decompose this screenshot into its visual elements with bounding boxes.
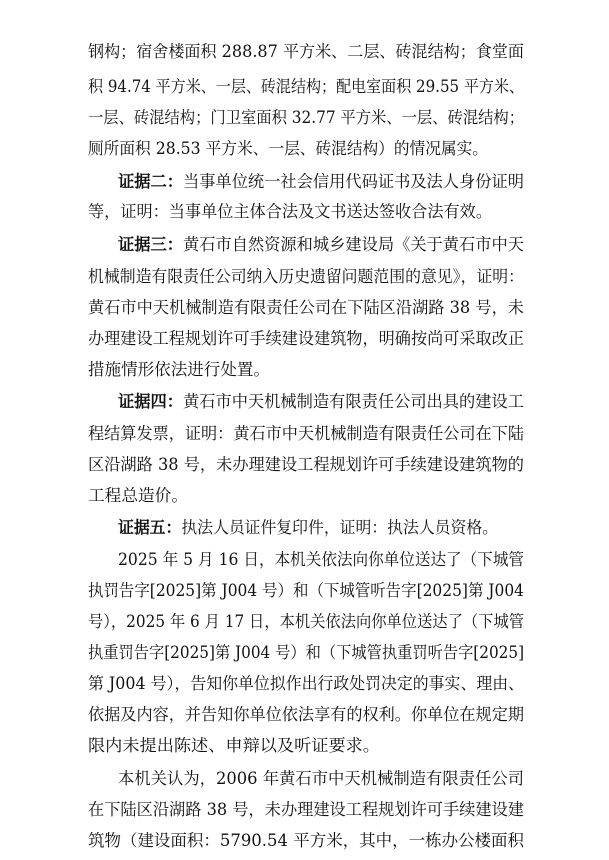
evidence-label: 证据二： — [118, 172, 183, 191]
text-line — [118, 769, 524, 789]
text-segment: 筑物（建设面积：5790.54 平方米，其中，一栋办公楼面积 — [88, 831, 525, 850]
evidence-label: 证据四： — [118, 392, 183, 411]
evidence-label: 证据五： — [118, 518, 182, 537]
text-segment: 依据及内容，并告知你单位依法享有的权利。你单位在规定期 — [88, 705, 525, 724]
text-line — [88, 202, 492, 222]
text-line — [118, 172, 524, 192]
text-line — [88, 108, 524, 128]
text-segment: 在下陆区沿湖路 38 号，未办理建设工程规划许可手续建设建 — [88, 800, 525, 819]
text-line — [118, 235, 524, 255]
text-segment: 限内未提出陈述、申辩以及听证要求。 — [88, 736, 380, 755]
text-segment: 一层、砖混结构；门卫室面积 32.77 平方米、一层、砖混结构； — [88, 108, 525, 127]
text-line — [88, 800, 524, 820]
text-line — [88, 329, 524, 349]
text-line — [88, 643, 524, 663]
text-segment: 执罚告字[2025]第 J004 号）和（下城管听告字[2025]第 J004 — [88, 581, 524, 600]
text-line — [88, 486, 188, 506]
text-line — [118, 550, 524, 570]
text-line — [118, 518, 498, 538]
text-segment: 程结算发票，证明：黄石市中天机械制造有限责任公司在下陆 — [88, 424, 525, 443]
text-segment: 等，证明：当事单位主体合法及文书送达签收合法有效。 — [88, 202, 492, 221]
text-segment: 2025 年 5 月 16 日，本机关依法向你单位送达了（下城管 — [118, 550, 524, 569]
text-segment: 办理建设工程规划许可手续建设建筑物，明确按尚可采取改正 — [88, 329, 525, 348]
text-segment: 钢构；宿舍楼面积 288.87 平方米、二层、砖混结构；食堂面 — [88, 42, 525, 61]
text-segment: 措施情形依法进行处置。 — [88, 360, 270, 379]
text-segment: 黄石市中天机械制造有限责任公司在下陆区沿湖路 38 号，未 — [88, 298, 525, 317]
text-line — [88, 267, 524, 287]
text-segment: 黄石市自然资源和城乡建设局《关于黄石市中天 — [182, 235, 525, 254]
text-line — [88, 139, 488, 159]
text-segment: 执重罚告字[2025]第 J004 号）和（下城管执重罚听告字[2025] — [88, 643, 525, 662]
text-segment: 厕所面积 28.53 平方米、一层、砖混结构）的情况属实。 — [88, 139, 489, 158]
text-line — [88, 424, 524, 444]
text-line — [88, 831, 524, 851]
text-segment: 执法人员证件复印件，证明：执法人员资格。 — [181, 518, 498, 537]
text-segment: 机械制造有限责任公司纳入历史遗留问题范围的意见》，证明： — [88, 267, 525, 286]
text-line — [88, 298, 524, 318]
text-line — [88, 736, 380, 756]
text-segment: 当事单位统一社会信用代码证书及法人身份证明 — [182, 172, 525, 191]
text-line — [88, 42, 524, 62]
text-line — [88, 77, 524, 97]
text-segment: 本机关认为，2006 年黄石市中天机械制造有限责任公司 — [118, 769, 524, 788]
text-segment: 第 J004 号），告知你单位拟作出行政处罚决定的事实、理由、 — [88, 674, 524, 693]
text-line — [118, 392, 524, 412]
text-segment: 黄石市中天机械制造有限责任公司出具的建设工 — [182, 392, 525, 411]
text-line — [88, 674, 524, 694]
text-line — [88, 455, 524, 475]
text-segment: 积 94.74 平方米、一层、砖混结构；配电室面积 29.55 平方米、 — [88, 77, 525, 96]
text-segment: 区沿湖路 38 号，未办理建设工程规划许可手续建设建筑物的 — [88, 455, 525, 474]
text-line — [88, 581, 524, 601]
text-line — [88, 360, 270, 380]
text-line — [88, 705, 524, 725]
text-segment: 号），2025 年 6 月 17 日，本机关依法向你单位送达了（下城管 — [88, 612, 524, 631]
text-line — [88, 612, 524, 632]
evidence-label: 证据三： — [118, 235, 183, 254]
text-segment: 工程总造价。 — [88, 486, 188, 505]
